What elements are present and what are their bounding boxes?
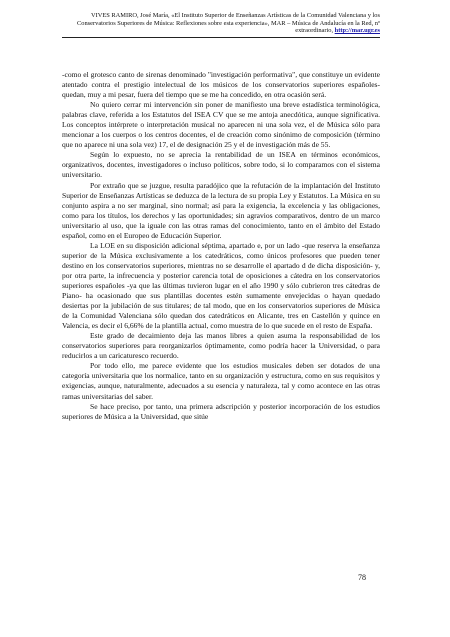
main-text <box>62 70 380 422</box>
paragraph: Por extraño que se juzgue, resulta paradójico que la refutación de la implantación del Instituto Superior de Enseñanzas Artísticas se deduzca de la lectura de su propia Ley y Estatutos. La Música en su conjunto aspira a no ser marginal, sino normal; así para la exigencia, la excelencia y las obligaciones, como para los títulos, los derechos y las oportunidades; sin agravios comparativos, dentro de un marco universitario al uso, que la iguale con las otras ramas del conocimiento, tanto en el ámbito del Estado español, como en el Europeo de Educación Superior. <box>62 180 380 240</box>
page-number: 78 <box>358 573 366 582</box>
header-divider <box>62 37 380 38</box>
paragraph: -como el grotesco canto de sirenas denominado "investigación performativa", que constituye un evidente atentado contra el prestigio intelectual de los músicos de los conservatorios superiores españoles- quedan, muy a mi pesar, fuera del tiempo que se me ha concedido, en otra ocasión será. <box>62 70 380 100</box>
paragraph: Se hace preciso, por tanto, una primera adscripción y posterior incorporación de los estudios superiores de Música a la Universidad, que sitúe <box>62 401 380 421</box>
paragraph: No quiero cerrar mi intervención sin poner de manifiesto una breve estadística terminológica, palabras clave, referida a los Estatutos del ISEA CV que se me antoja anecdótica, aunque significativa. Los conceptos intérprete o interpretación musical no aparecen ni una sola vez, el de Música sólo para mencionar a los cuerpos o los centros docentes, el de creación como sinónimo de composición (término que no aparece ni una sola vez) 17, el de designación 25 y el de investigación más de 55. <box>62 100 380 150</box>
paragraph: Según lo expuesto, no se aprecia la rentabilidad de un ISEA en términos económicos, organizativos, docentes, investigadores o incluso políticos, sobre todo, si lo comparamos con el sistema universitario. <box>62 150 380 180</box>
header-citation: , «El Instituto Superior de Enseñanzas Artísticas de la Comunidad Valenciana y los Conservatorios Superiores de Música: Reflexiones sobre esta experiencia», MAR – Música de Andalucía en la Red, nº extraordinario, <box>77 12 380 35</box>
journal-url-link[interactable]: http://mar.ugr.es <box>334 27 380 35</box>
running-header <box>62 12 380 35</box>
header-author: VIVES RAMIRO, José María <box>90 12 169 19</box>
paragraph: Este grado de decaimiento deja las manos libres a quien asuma la responsabilidad de los conservatorios superiores para reorganizarlos óptimamente, como podría hacer la Universidad, o para reducirlos a un caricaturesco recuerdo. <box>62 331 380 361</box>
paragraph: Por todo ello, me parece evidente que los estudios musicales deben ser dotados de una categoría universitaria que los normalice, tanto en su organización y estructura, como en sus requisitos y exigencias, aunque, naturalmente, adecuados a su esencia y naturaleza, tal y como acontece en las otras ramas universitarias del saber. <box>62 361 380 401</box>
paragraph: La LOE en su disposición adicional séptima, apartado e, por un lado -que reserva la enseñanza superior de la Música exclusivamente a los catedráticos, como únicos profesores que pueden tener destino en los conservatorios superiores, mientras no se desarrolle el apartado d de dicha disposición- y, por otra parte, la infrecuencia y posterior carencia total de oposiciones a cátedra en los conservatorios superiores españoles -ya que las últimas tuvieron lugar en el año 1990 y sólo cubrieron tres cátedras de Piano- ha ocasionado que sus plantillas docentes estén sumamente envejecidas o hayan quedado desiertas por la jubilación de sus titulares; de tal modo, que en los conservatorios superiores de Música de la Comunidad Valenciana sólo quedan dos catedráticos en Alicante, tres en Castellón y quince en Valencia, es decir el 6,66% de la plantilla actual, como muestra de lo que sucede en el resto de España. <box>62 240 380 331</box>
